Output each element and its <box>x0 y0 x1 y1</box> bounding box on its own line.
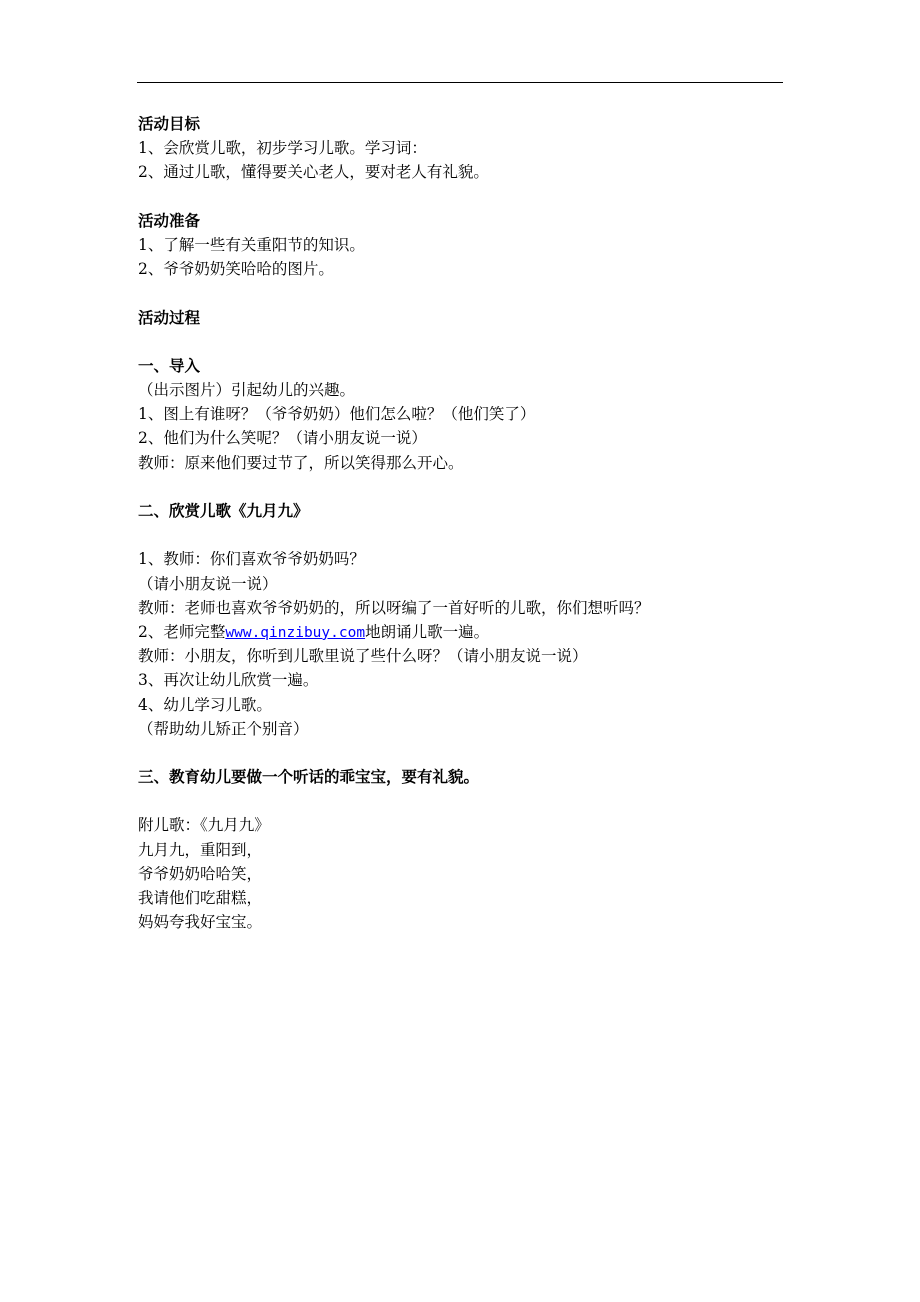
section2-line-6: 3、再次让幼儿欣赏一遍。 <box>138 671 319 690</box>
prep-heading: 活动准备 <box>138 211 201 230</box>
spacer <box>138 789 798 813</box>
section2-line-3: 教师：老师也喜欢爷爷奶奶的，所以呀编了一首好听的儿歌，你们想听吗？ <box>138 598 650 617</box>
process-heading: 活动过程 <box>138 308 201 327</box>
goal-item-1: 1、会欣赏儿歌，初步学习儿歌。学习词： <box>138 139 427 158</box>
section1-heading: 一、导入 <box>138 356 201 375</box>
section2-line-4 <box>138 620 798 644</box>
poem-line-1: 九月九，重阳到， <box>138 840 263 859</box>
goals-heading: 活动目标 <box>138 115 201 133</box>
spacer <box>138 475 798 499</box>
section2-line-7: 4、幼儿学习儿歌。 <box>138 695 272 714</box>
prep-item-2: 2、爷爷奶奶笑哈哈的图片。 <box>138 260 334 279</box>
section2-line-4-suffix: 地朗诵儿歌一遍。 <box>365 622 490 641</box>
section2-line-2: （请小朋友说一说） <box>138 574 278 593</box>
section2-line-4-prefix: 2、老师完整 <box>138 622 226 641</box>
spacer <box>138 741 798 765</box>
poem-line-3: 我请他们吃甜糕， <box>138 889 263 907</box>
section2-line-1: 1、教师：你们喜欢爷爷奶奶吗？ <box>138 550 365 569</box>
section1-line-3: 2、他们为什么笑呢？（请小朋友说一说） <box>138 429 427 448</box>
website-link[interactable]: www.qinzibuy.com <box>225 624 366 641</box>
spacer <box>138 523 798 547</box>
poem-line-4: 妈妈夸我好宝宝。 <box>138 913 263 932</box>
prep-item-1: 1、了解一些有关重阳节的知识。 <box>138 235 365 254</box>
poem-line-2: 爷爷奶奶哈哈笑， <box>138 864 263 883</box>
document-body <box>138 112 798 934</box>
section1-line-2: 1、图上有谁呀？（爷爷奶奶）他们怎么啦？（他们笑了） <box>138 405 536 424</box>
appendix-title: 附儿歌：《九月九》 <box>138 816 270 835</box>
section3-heading: 三、教育幼儿要做一个听话的乖宝宝，要有礼貌。 <box>138 768 480 787</box>
section2-line-5: 教师：小朋友，你听到儿歌里说了些什么呀？（请小朋友说一说） <box>138 647 588 666</box>
goal-item-2: 2、通过儿歌，懂得要关心老人，要对老人有礼貌。 <box>138 163 489 182</box>
section1-line-1: （出示图片）引起幼儿的兴趣。 <box>138 381 356 400</box>
spacer <box>138 330 798 354</box>
header-rule <box>137 82 783 83</box>
spacer <box>138 185 798 209</box>
section1-line-4: 教师：原来他们要过节了，所以笑得那么开心。 <box>138 453 464 472</box>
spacer <box>138 281 798 305</box>
section2-line-8: （帮助幼儿矫正个别音） <box>138 719 309 738</box>
section2-heading: 二、欣赏儿歌《九月九》 <box>138 502 309 520</box>
